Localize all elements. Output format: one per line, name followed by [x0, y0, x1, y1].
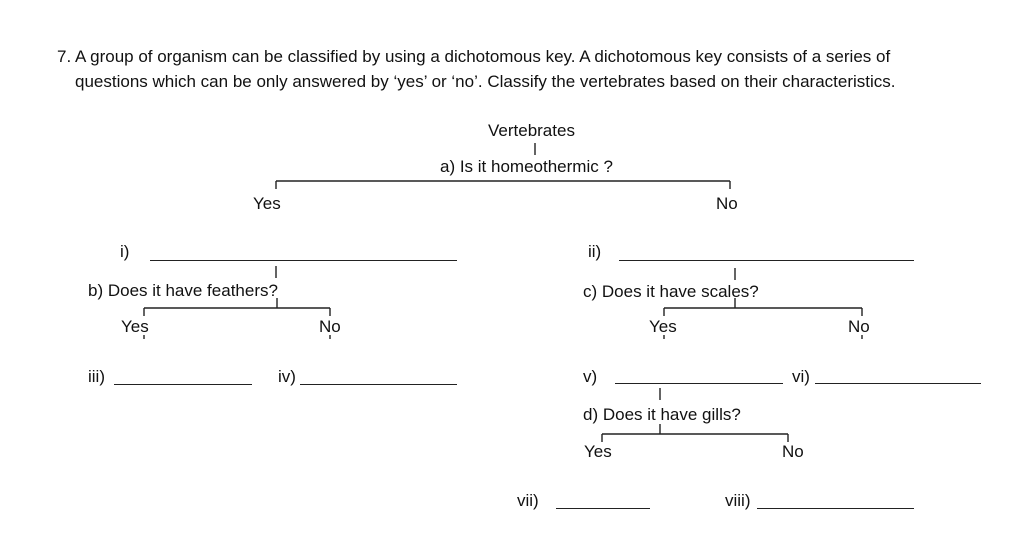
question-number: 7.	[57, 47, 72, 66]
question-text-line-2: questions which can be only answered by ‘yes’ or ‘no’. Classify the vertebrates based on their characteristics.	[75, 72, 896, 91]
label-vii: vii)	[517, 491, 539, 510]
c-no-label: No	[848, 317, 870, 336]
answer-blank-iv[interactable]	[300, 384, 457, 385]
question-b: b) Does it have feathers?	[88, 281, 278, 300]
question-d: d) Does it have gills?	[583, 405, 741, 424]
d-no-label: No	[782, 442, 804, 461]
label-viii: viii)	[725, 491, 751, 510]
answer-blank-iii[interactable]	[114, 384, 252, 385]
label-ii: ii)	[588, 242, 602, 261]
root-label: Vertebrates	[488, 121, 575, 140]
label-v: v)	[583, 367, 598, 386]
d-yes-label: Yes	[584, 442, 612, 461]
b-yes-label: Yes	[121, 317, 149, 336]
a-no-label: No	[716, 194, 738, 213]
question-c: c) Does it have scales?	[583, 282, 759, 301]
answer-blank-vii[interactable]	[556, 508, 650, 509]
answer-blank-viii[interactable]	[757, 508, 914, 509]
question-a: a) Is it homeothermic ?	[440, 157, 613, 176]
answer-blank-v[interactable]	[615, 383, 783, 384]
answer-blank-i[interactable]	[150, 260, 457, 261]
a-yes-label: Yes	[253, 194, 281, 213]
label-vi: vi)	[792, 367, 810, 386]
c-yes-label: Yes	[649, 317, 677, 336]
label-iv: iv)	[278, 367, 296, 386]
question-text-line-1: A group of organism can be classified by using a dichotomous key. A dichotomous key consists of a series of	[75, 47, 891, 66]
b-no-label: No	[319, 317, 341, 336]
answer-blank-vi[interactable]	[815, 383, 981, 384]
label-iii: iii)	[88, 367, 105, 386]
answer-blank-ii[interactable]	[619, 260, 914, 261]
label-i: i)	[120, 242, 130, 261]
